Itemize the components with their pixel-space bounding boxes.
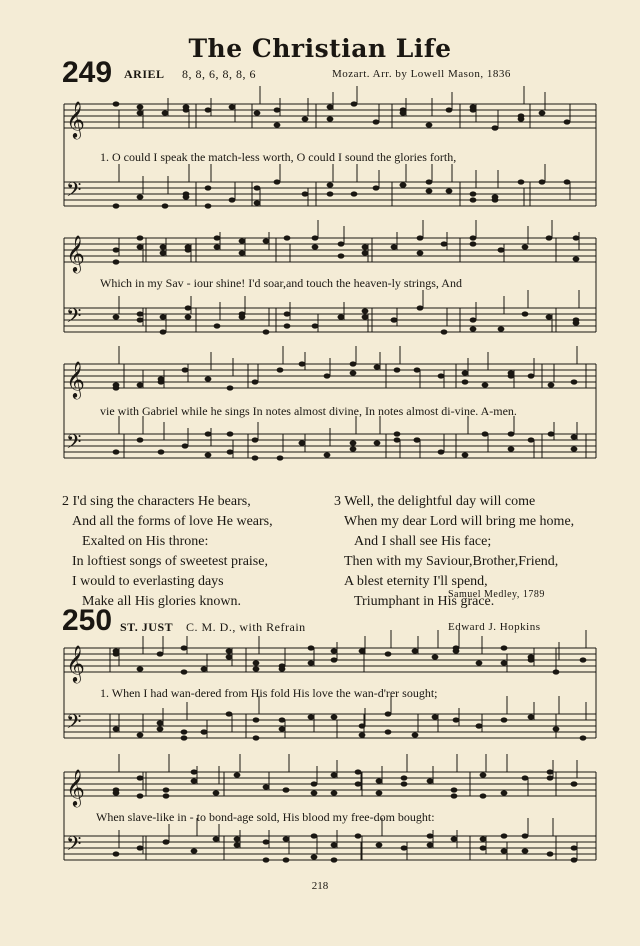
svg-text:𝄢: 𝄢 xyxy=(66,304,82,332)
svg-text:𝄞: 𝄞 xyxy=(66,100,85,138)
verse-3-line: Triumphant in His grace. xyxy=(354,594,495,609)
verse-3-line: And I shall see His face; xyxy=(354,534,492,549)
page-number: 218 xyxy=(311,880,329,892)
svg-text:𝄢: 𝄢 xyxy=(66,430,82,458)
lyric-line-2: Which in my Sav - iour shine! I'd soar,and touch the heaven-ly strings, And xyxy=(100,276,462,290)
meter-250: C. M. D., with Refrain xyxy=(186,620,306,634)
hymn-number-249: 249 xyxy=(62,56,113,89)
composer-250: Edward J. Hopkins xyxy=(448,621,541,633)
verse-2-line: And all the forms of love He wears, xyxy=(72,514,273,529)
hymn-number-250: 250 xyxy=(62,604,113,637)
meter-249: 8, 8, 6, 8, 8, 6 xyxy=(182,67,256,81)
svg-text:𝄞: 𝄞 xyxy=(66,768,85,806)
svg-text:𝄞: 𝄞 xyxy=(66,360,85,398)
tune-name-250: ST. JUST xyxy=(120,620,174,634)
svg-text:𝄞: 𝄞 xyxy=(66,234,85,272)
svg-text:𝄢: 𝄢 xyxy=(66,710,82,738)
tune-name-249: ARIEL xyxy=(124,67,165,81)
verse-3-line: A blest eternity I'll spend, xyxy=(344,574,488,589)
lyric-line-3: vie with Gabriel while he sings In notes almost divine, In notes almost di-vine. A-men. xyxy=(100,404,517,418)
verse-2-line: Make all His glories known. xyxy=(82,594,242,609)
page-title: The Christian Life xyxy=(188,34,452,63)
verse-2-line: Exalted on His throne: xyxy=(82,534,209,549)
verse-2-line: I would to everlasting days xyxy=(72,574,224,589)
svg-text:𝄢: 𝄢 xyxy=(66,832,82,860)
lyric-line-250-1: 1. When I had wan-dered from His fold His love the wan-d'rer sought; xyxy=(100,686,438,700)
composer-249: Mozart. Arr. by Lowell Mason, 1836 xyxy=(332,68,511,80)
verse-2-line: 2 I'd sing the characters He bears, xyxy=(62,494,251,509)
author-credit: Samuel Medley, 1789 xyxy=(448,589,545,600)
svg-text:𝄢: 𝄢 xyxy=(66,178,82,206)
verse-2-line: In loftiest songs of sweetest praise, xyxy=(72,554,268,569)
verse-3-line: When my dear Lord will bring me home, xyxy=(344,514,575,529)
verse-3-line: Then with my Saviour,Brother,Friend, xyxy=(344,554,559,569)
lyric-line-250-2: When slave-like in - to bond-age sold, His blood my free-dom bought: xyxy=(96,810,435,824)
lyric-line-1: 1. O could I speak the match-less worth, O could I sound the glories forth, xyxy=(100,150,457,164)
verse-2 xyxy=(62,492,273,612)
svg-text:𝄞: 𝄞 xyxy=(66,644,85,682)
verse-3-line: 3 Well, the delightful day will come xyxy=(334,494,536,509)
